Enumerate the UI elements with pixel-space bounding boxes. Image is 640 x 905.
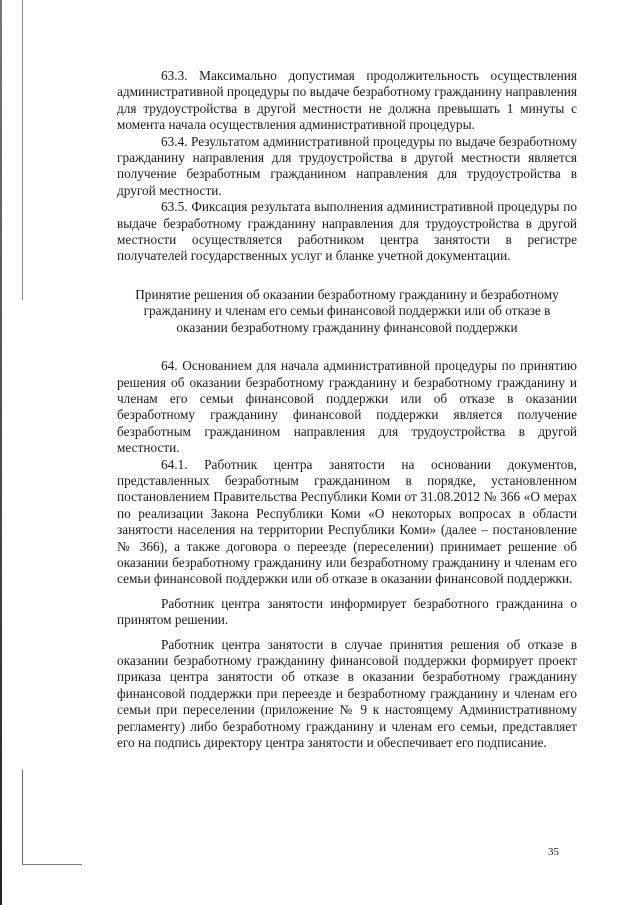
scan-margin-line	[22, 864, 82, 865]
paragraph-63-5: 63.5. Фиксация результата выполнения административной процедуры по выдаче безработному гражданину направления для трудоустройства в другой местности осуществляется работником центра занятости в регистре получателей государственных услуг и бланке учетной документации.	[117, 199, 577, 264]
scan-edge	[0, 0, 2, 905]
document-page	[117, 68, 577, 751]
paragraph-refusal: Работник центра занятости в случае принятия решения об отказе в оказании безработному гражданину финансовой поддержки формирует проект приказа центра занятости об отказе в оказании безработному гражданину финансовой поддержки при переезде и безработному гражданину и членам его семьи при переселении (приложение № 9 к настоящему Административному регламенту) либо безработному гражданину и членам его семьи, представляет его на подпись директору центра занятости и обеспечивает его подписание.	[117, 636, 577, 751]
paragraph-63-3: 63.3. Максимально допустимая продолжительность осуществления административной процедуры по выдаче безработному гражданину направления для трудоустройства в другой местности не должна превышать 1 минуты с момента начала осуществления административной процедуры.	[117, 68, 577, 133]
paragraph-64-1: 64.1. Работник центра занятости на основании документов, представленных безработным гражданином в порядке, установленном постановлением Правительства Республики Коми от 31.08.2012 № 366 «О мерах по реализации Закона Республики Коми «О некоторых вопросах в области занятости населения на территории Республики Коми» (далее – постановление № 366), а также договора о переезде (переселении) принимает решение об оказании безработному гражданину или безработному гражданину и членам его семьи финансовой поддержки или об отказе в оказании финансовой поддержки.	[117, 456, 577, 587]
scan-margin-line	[22, 0, 23, 300]
paragraph-inform: Работник центра занятости информирует безработного гражданина о принятом решении.	[117, 595, 577, 628]
scan-margin-line	[22, 770, 23, 865]
section-heading: Принятие решения об оказании безработному гражданину и безработному гражданину и членам его семьи финансовой поддержки или об отказе в оказании безработному гражданину финансовой поддержки	[135, 286, 559, 335]
paragraph-64: 64. Основанием для начала административной процедуры по принятию решения об оказании безработному гражданину и безработному гражданину и членам его семьи финансовой поддержки или об отказе в оказании безработному гражданину финансовой поддержки является получение безработным гражданином направления для трудоустройства в другой местности.	[117, 358, 577, 456]
paragraph-63-4: 63.4. Результатом административной процедуры по выдаче безработному гражданину направления для трудоустройства в другой местности является получение безработным гражданином направления для трудоустройства в другой местности.	[117, 133, 577, 198]
page-number: 35	[548, 846, 559, 858]
